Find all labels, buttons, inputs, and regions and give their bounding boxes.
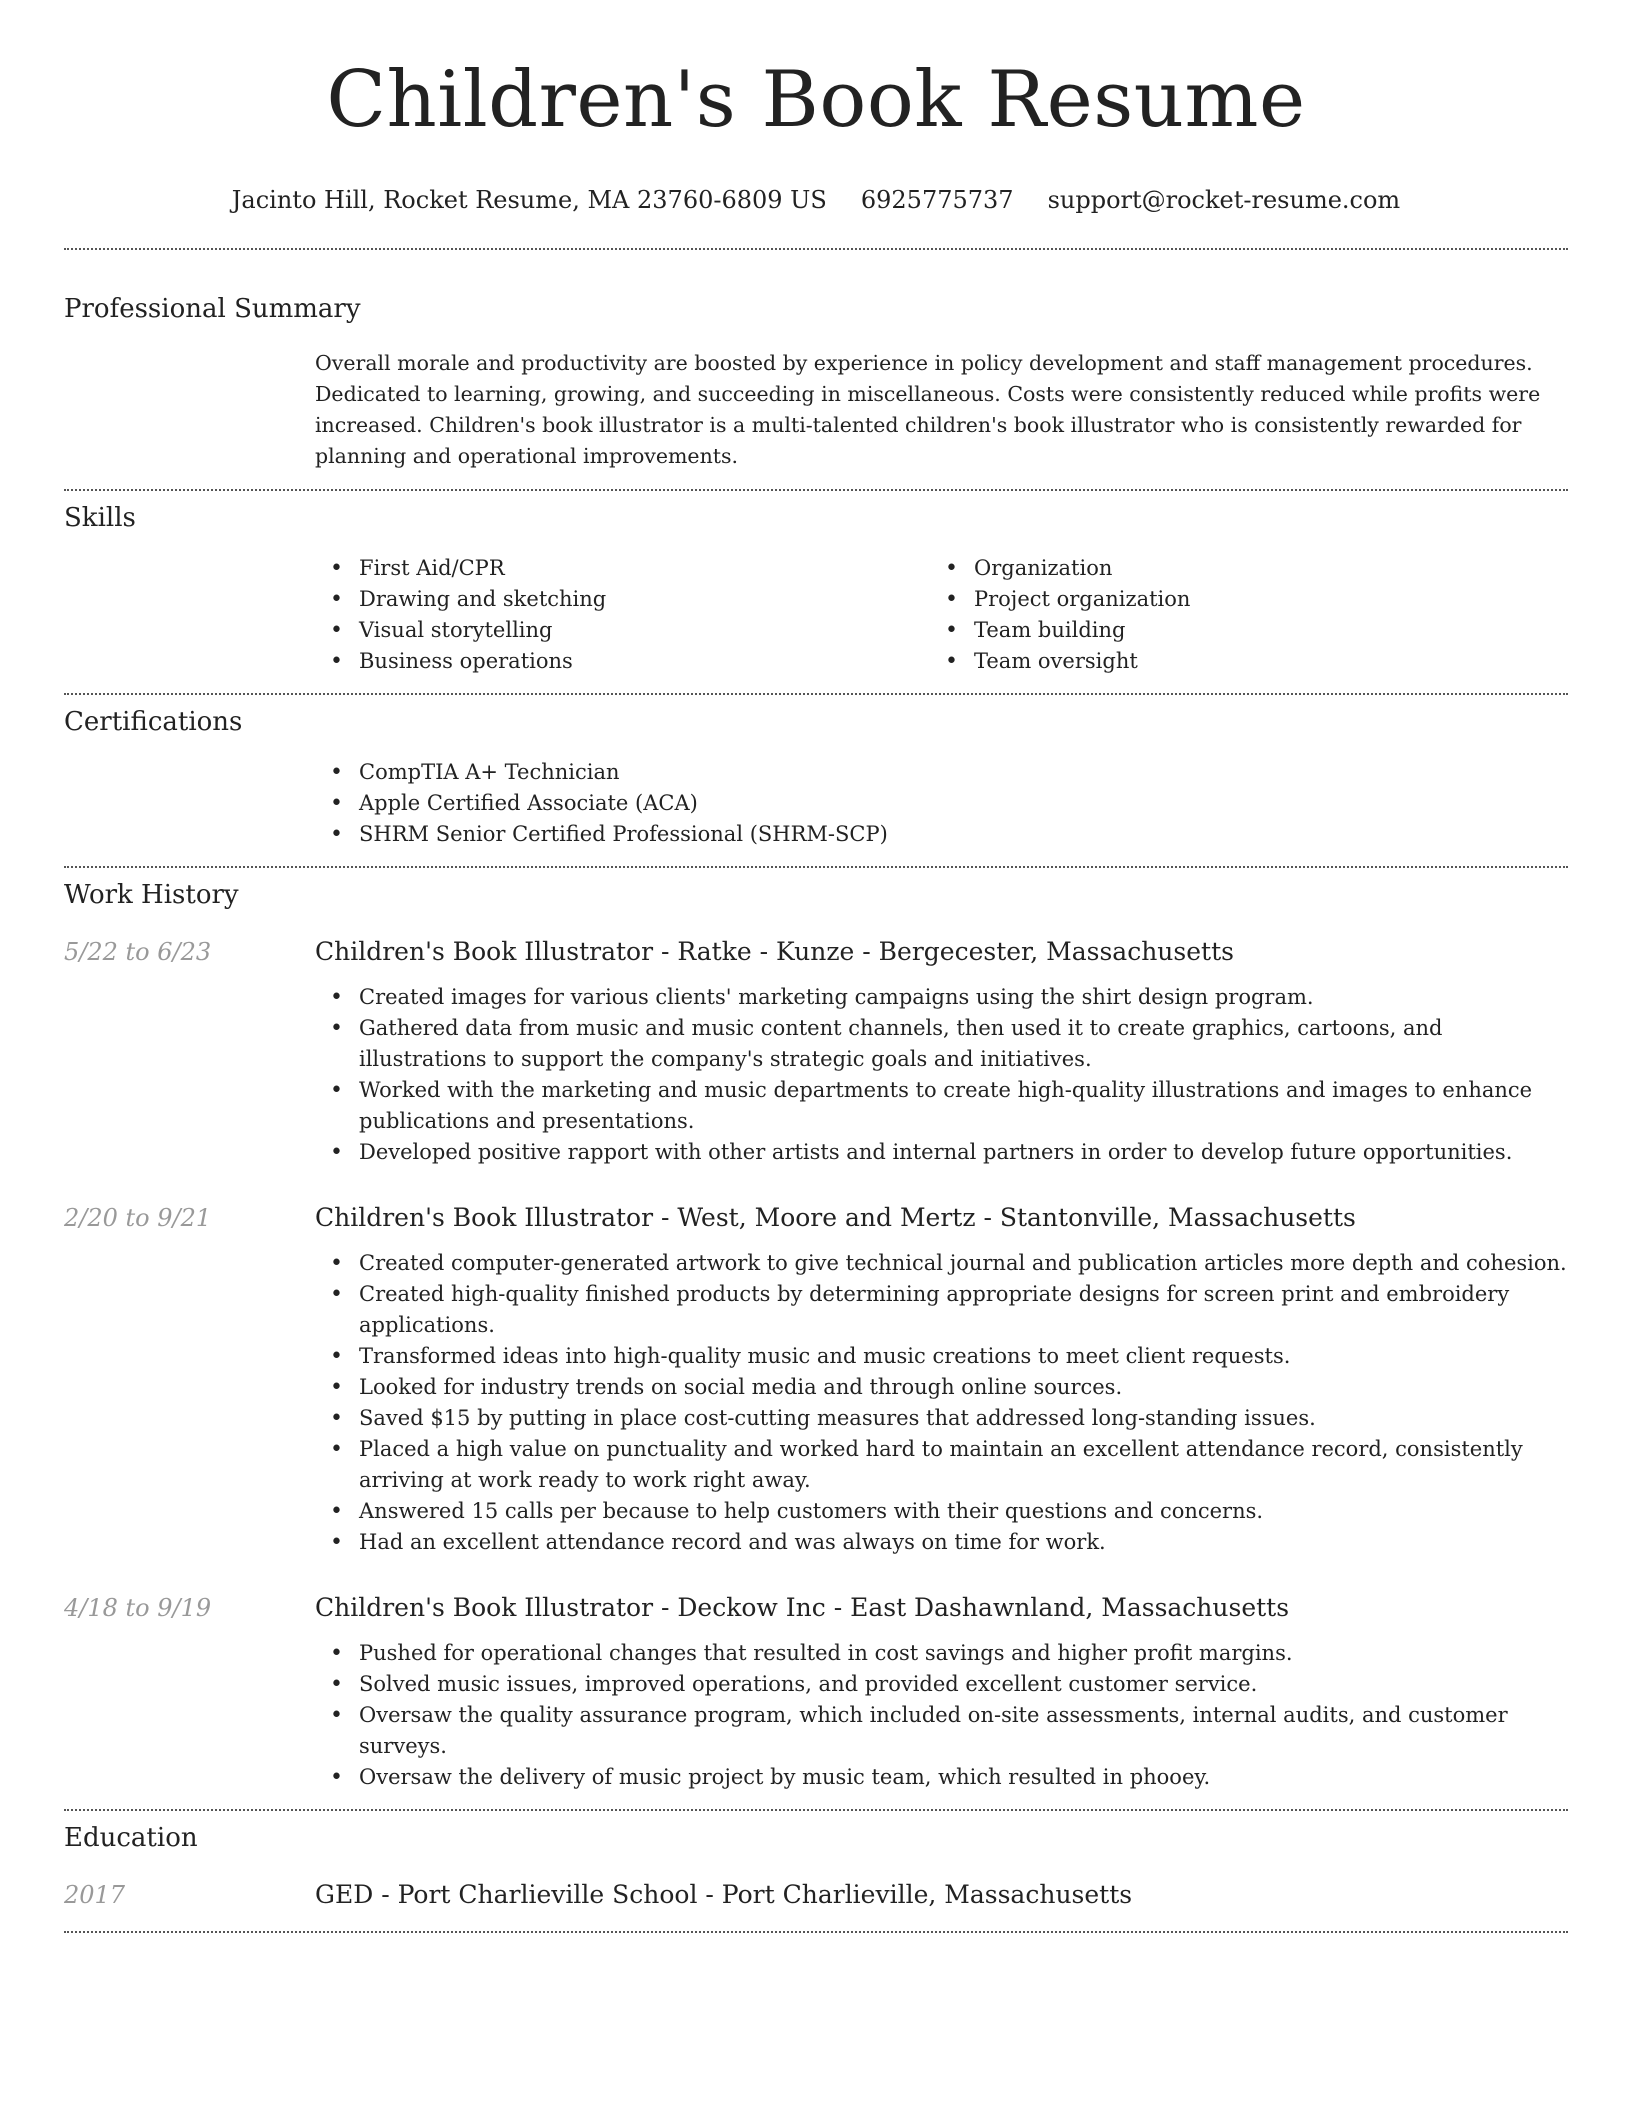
divider	[64, 248, 1568, 250]
work-history-heading: Work History	[64, 880, 239, 910]
education-entry	[64, 1879, 1568, 1911]
skills-columns	[315, 553, 1568, 677]
job-bullet: • Gathered data from music and music content channels, then used it to create graphics, cartoons, and illustrations to support the company's strategic goals and initiatives.	[315, 1013, 1568, 1075]
certifications-heading: Certifications	[64, 707, 243, 737]
job-bullet: • Saved $15 by putting in place cost-cutting measures that addressed long-standing issues.	[315, 1403, 1568, 1434]
job-title: Children's Book Illustrator - West, Moore and Mertz - Stantonville, Massachusetts	[315, 1203, 1356, 1232]
certification-item: • CompTIA A+ Technician	[315, 757, 1568, 788]
skills-list-right	[930, 553, 1545, 677]
work-history-section	[64, 868, 1568, 1793]
skill-item: • Project organization	[930, 584, 1545, 615]
job-bullet: • Solved music issues, improved operations, and provided excellent customer service.	[315, 1669, 1568, 1700]
skill-item: • Business operations	[315, 646, 930, 677]
education-heading: Education	[64, 1823, 198, 1853]
skills-list-left	[315, 553, 930, 677]
job-bullet: • Transformed ideas into high-quality music and music creations to meet client requests.	[315, 1341, 1568, 1372]
summary-heading: Professional Summary	[64, 294, 361, 324]
job-bullet: • Developed positive rapport with other artists and internal partners in order to develop future opportunities.	[315, 1137, 1568, 1168]
summary-text: Overall morale and productivity are boosted by experience in policy development and staff management procedures. Dedicated to learning, growing, and succeeding in miscellaneous. Costs were consistently reduced while profits were increased. Children's book illustrator is a multi-talented children's book illustrator who is consistently rewarded for planning and operational improvements.	[315, 351, 1541, 468]
job-dates: 2/20 to 9/21	[64, 1204, 212, 1232]
certifications-section	[64, 695, 1568, 850]
contact-address: Jacinto Hill, Rocket Resume, MA 23760-6809 US	[231, 186, 827, 214]
job-bullet: • Worked with the marketing and music departments to create high-quality illustrations and images to enhance publications and presentations.	[315, 1075, 1568, 1137]
job-bullet: • Looked for industry trends on social media and through online sources.	[315, 1372, 1568, 1403]
skills-section	[64, 491, 1568, 677]
job-bullet: • Had an excellent attendance record and was always on time for work.	[315, 1527, 1568, 1558]
education-section	[64, 1811, 1568, 1911]
contact-email: support@rocket-resume.com	[1047, 186, 1401, 214]
job-bullet: • Answered 15 calls per because to help customers with their questions and concerns.	[315, 1496, 1568, 1527]
job-dates: 5/22 to 6/23	[64, 938, 212, 966]
job-title: Children's Book Illustrator - Ratke - Kunze - Bergecester, Massachusetts	[315, 937, 1234, 966]
job-title: Children's Book Illustrator - Deckow Inc - East Dashawnland, Massachusetts	[315, 1593, 1290, 1622]
job-bullets	[315, 1638, 1568, 1793]
contact-line	[64, 184, 1568, 216]
education-year: 2017	[64, 1881, 126, 1909]
skill-item: • Team building	[930, 615, 1545, 646]
skills-heading: Skills	[64, 503, 136, 533]
job-bullet: • Created high-quality finished products by determining appropriate designs for screen print and embroidery applications.	[315, 1279, 1568, 1341]
certifications-list	[315, 757, 1568, 850]
job-entry	[64, 1592, 1568, 1793]
job-bullets	[315, 982, 1568, 1168]
resume-title: Children's Book Resume	[326, 55, 1306, 145]
job-entry	[64, 1202, 1568, 1558]
resume-page	[64, 0, 1568, 1933]
divider	[64, 1931, 1568, 1933]
contact-phone: 6925775737	[860, 186, 1014, 214]
skill-item: • Organization	[930, 553, 1545, 584]
job-bullet: • Placed a high value on punctuality and worked hard to maintain an excellent attendance record, consistently arriving at work ready to work right away.	[315, 1434, 1568, 1496]
skill-item: • Visual storytelling	[315, 615, 930, 646]
job-bullets	[315, 1248, 1568, 1558]
summary-section	[64, 294, 1568, 472]
job-entry	[64, 936, 1568, 1168]
certification-item: • Apple Certified Associate (ACA)	[315, 788, 1568, 819]
job-bullet: • Created images for various clients' marketing campaigns using the shirt design program.	[315, 982, 1568, 1013]
skill-item: • Team oversight	[930, 646, 1545, 677]
education-detail: GED - Port Charlieville School - Port Charlieville, Massachusetts	[315, 1880, 1133, 1909]
job-dates: 4/18 to 9/19	[64, 1594, 212, 1622]
skill-item: • Drawing and sketching	[315, 584, 930, 615]
skill-item: • First Aid/CPR	[315, 553, 930, 584]
job-bullet: • Pushed for operational changes that resulted in cost savings and higher profit margins.	[315, 1638, 1568, 1669]
job-bullet: • Created computer-generated artwork to give technical journal and publication articles more depth and cohesion.	[315, 1248, 1568, 1279]
job-bullet: • Oversaw the quality assurance program, which included on-site assessments, internal audits, and customer surveys.	[315, 1700, 1568, 1762]
certification-item: • SHRM Senior Certified Professional (SHRM-SCP)	[315, 819, 1568, 850]
job-bullet: • Oversaw the delivery of music project by music team, which resulted in phooey.	[315, 1762, 1568, 1793]
